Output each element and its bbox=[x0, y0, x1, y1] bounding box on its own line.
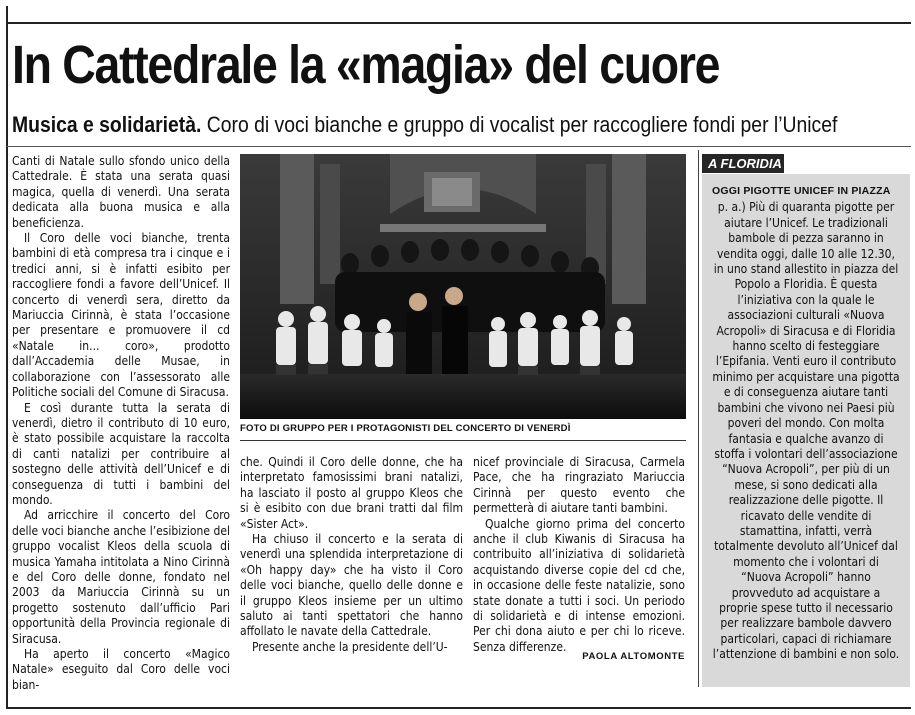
paragraph: Ha chiuso il concerto e la serata di venerdì una splendida interpretazione di «Oh happy day» che ha visto il Coro delle voci bianche, quello delle donne e il gruppo Kleos insieme per un ultimo saluto ai tanti spettatori che hanno affollato le navate della Cattedrale. bbox=[240, 532, 463, 639]
page-bottom-rule bbox=[6, 707, 911, 709]
page-top-rule bbox=[6, 22, 911, 24]
subhead-lead: Musica e solidarietà. bbox=[12, 112, 202, 137]
paragraph: Ha aperto il concerto «Magico Natale» eseguito dal Coro delle voci bian- bbox=[12, 647, 230, 692]
paragraph: nicef provinciale di Siracusa, Carmela Pace, che ha ringraziato Mariuccia Cirinnà per questo evento che permetterà di aiutare tanti bambini. bbox=[473, 455, 685, 516]
paragraph: E così durante tutta la serata di venerdì, dietro il contributo di 10 euro, è stato possibile acquistare la raccolta di canti natalizi per contribuire al sostegno delle attività dell’Unicef e di conseguenza di tutti i bambini del mondo. bbox=[12, 400, 230, 507]
article-column-1 bbox=[12, 154, 230, 692]
sidebar-tab: A FLORIDIA bbox=[702, 154, 784, 173]
article-headline: In Cattedrale la «magia» del cuore bbox=[12, 35, 720, 95]
sidebar-body: p. a.) Più di quaranta pigotte per aiutare l’Unicef. Le tradizionali bambole di pezza saranno in vendita oggi, dalle 10 alle 12.30, in uno stand allestito in piazza del Popolo a Floridia. È questa l’iniziativa con la quale le associazioni culturali «Nuova Acropoli» di Siracusa e di Floridia hanno scelto di festeggiare l’Epifania. Venti euro il contributo minimo per acquistare una pigotta e di conseguenza aiutare tanti bambini che vivono nei Paesi più poveri del mondo. Con molta fantasia e qualche avanzo di stoffa i volontari dell’associazione “Nuova Acropoli”, per più di un mese, si sono dedicati alla realizzazione delle pigotte. Il ricavato delle vendite di stamattina, infatti, verrà totalmente devoluto all’Unicef dal momento che i volontari di “Nuova Acropoli” hanno provveduto ad acquistare a proprie spese tutto il necessario per realizzare bambole davvero particolari, capaci di richiamare l’attenzione di bambini e non solo. bbox=[712, 200, 900, 662]
paragraph: Presente anche la presidente dell’U- bbox=[252, 639, 448, 654]
sidebar-divider bbox=[698, 150, 699, 687]
subhead-rest: Coro di voci bianche e gruppo di vocalist per raccogliere fondi per l’Unicef bbox=[201, 112, 838, 137]
sidebar-box bbox=[702, 174, 910, 687]
paragraph: Qualche giorno prima del concerto anche il club Kiwanis di Siracusa ha contribuito all’iniziativa di solidarietà acquistando diverse copie del cd che, in occasione delle feste natalizie, sono state donate a tutti i soci. Un periodo di solidarietà e di intense emozioni. Per chi dona aiuto e per chi lo riceve. Senza differenze. bbox=[473, 516, 685, 654]
paragraph: Il Coro delle voci bianche, trenta bambini di età compresa tra i cinque e i tredici anni, si è infatti esibito per raccogliere fondi a favore dell’Unicef. Il concerto di venerdì sera, diretto da Mariuccia Cirinnà, è stata l’occasione per presentare e promuovere il cd «Natale in... coro», prodotto dall’Accademia delle Musae, in collaborazione con l’assessorato alle Politiche sociali del Comune di Siracusa. bbox=[12, 231, 230, 400]
paragraph: Canti di Natale sullo sfondo unico della Cattedrale. È stata una serata quasi magica, quella di venerdì. Una serata dedicata alla buona musica e alla beneficienza. bbox=[12, 154, 230, 230]
byline: PAOLA ALTOMONTE bbox=[582, 651, 685, 662]
photo-caption: FOTO DI GRUPPO PER I PROTAGONISTI DEL CONCERTO DI VENERDÌ bbox=[240, 423, 571, 434]
group-photo bbox=[240, 154, 686, 419]
paragraph: che. Quindi il Coro delle donne, che ha interpretato famosissimi brani natalizi, ha lasciato il posto al gruppo Kleos che si è esibito con due brani tratti dal film «Sister Act». bbox=[240, 455, 463, 531]
sidebar-title: OGGI PIGOTTE UNICEF IN PIAZZA bbox=[712, 185, 891, 197]
article-column-2 bbox=[240, 455, 463, 685]
caption-rule bbox=[240, 440, 686, 441]
article-column-3 bbox=[473, 455, 685, 665]
page-left-rule bbox=[6, 6, 8, 709]
paragraph: Ad arricchire il concerto del Coro delle voci bianche anche l’esibizione del gruppo vocalist Kleos della scuola di musica Yamaha intitolata a Nino Cirinnà e del Coro delle donne, fondato nel 2003 da Mariuccia Cirinnà su un progetto sostenuto dall’ufficio Pari opportunità della Provincia regionale di Siracusa. bbox=[12, 508, 230, 646]
article-subhead bbox=[12, 110, 892, 140]
subhead-rule bbox=[6, 146, 911, 147]
